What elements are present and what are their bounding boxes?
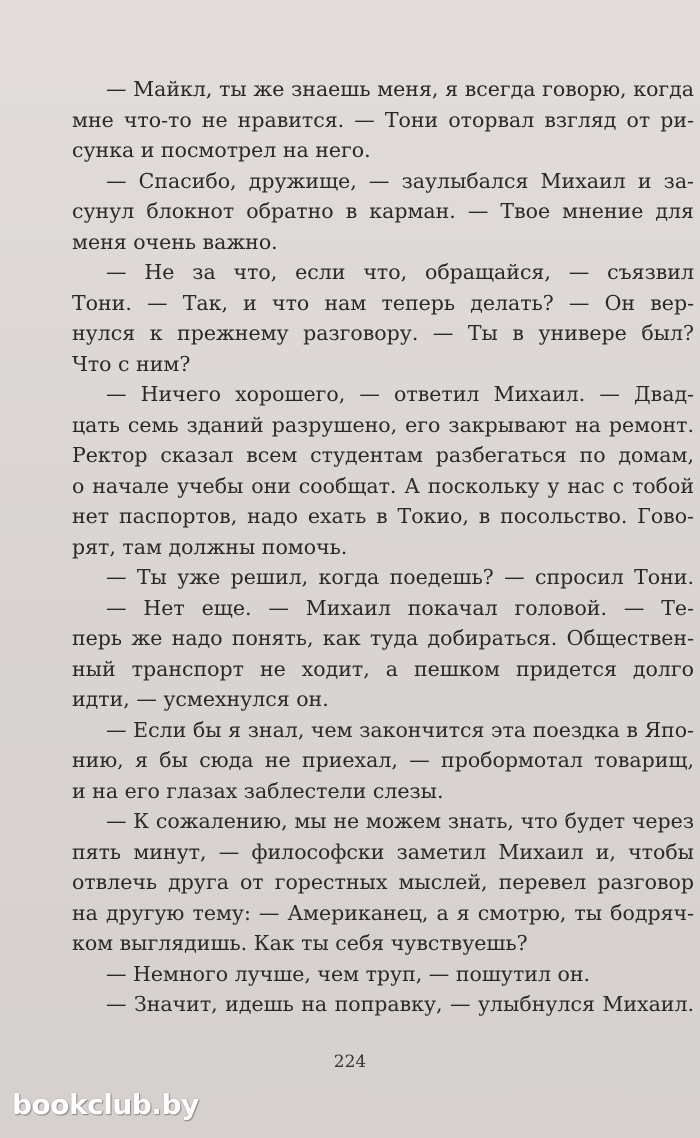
text-line: идти, — усмехнулся он. xyxy=(72,687,329,711)
text-line: перь же надо понять, как туда добираться. Обществен- xyxy=(72,626,694,650)
text-line: цать семь зданий разрушено, его закрывают на ремонт. xyxy=(72,412,694,437)
text-line: Тони. — Так, и что нам теперь делать? — Он вер- xyxy=(72,290,694,315)
text-line: — Ты уже решил, когда поедешь? — спросил Тони. xyxy=(106,565,694,589)
text-line: — Спасибо, дружище, — заулыбался Михаил и за- xyxy=(106,168,694,193)
text-line: Что с ним? xyxy=(72,351,191,376)
text-line: на другую тему: — Американец, а я смотрю, ты бодряч- xyxy=(72,900,694,925)
text-line: — Значит, идешь на поправку, — улыбнулся Михаил. xyxy=(106,992,694,1016)
text-line: сунул блокнот обратно в карман. — Твое мнение для xyxy=(72,199,694,223)
text-line: Ректор сказал всем студентам разбегаться по домам, xyxy=(72,443,694,467)
text-line: ный транспорт не ходит, а пешком придется долго xyxy=(72,656,694,681)
text-line: ком выглядишь. Как ты себя чувствуешь? xyxy=(72,931,528,955)
text-line: сунка и посмотрел на него. xyxy=(72,138,371,162)
text-line: мне что-то не нравится. — Тони оторвал взгляд от ри- xyxy=(72,107,694,132)
text-line: меня очень важно. xyxy=(72,229,278,254)
text-line: — Не за что, если что, обращайся, — съязвил xyxy=(106,260,694,284)
text-line: — Ничего хорошего, — ответил Михаил. — Двад- xyxy=(106,382,694,406)
text-line: нет паспортов, надо ехать в Токио, в посольство. Гово- xyxy=(72,504,694,528)
watermark-logo: bookclub.by xyxy=(12,1088,199,1121)
text-line: нию, я бы сюда не приехал, — пробормотал товарищ, xyxy=(72,748,694,772)
text-line: отвлечь друга от горестных мыслей, перевел разговор xyxy=(72,870,694,894)
text-line: — К сожалению, мы не можем знать, что будет через xyxy=(106,809,694,833)
text-line: — Майкл, ты же знаешь меня, я всегда говорю, когда xyxy=(106,77,694,101)
text-line: и на его глазах заблестели слезы. xyxy=(72,778,444,803)
text-line: — Нет еще. — Михаил покачал головой. — Те- xyxy=(106,595,694,620)
page-number: 224 xyxy=(333,1052,367,1072)
text-line: рят, там должны помочь. xyxy=(72,534,348,559)
text-line: — Немного лучше, чем труп, — пошутил он. xyxy=(106,961,591,986)
text-line: пять минут, — философски заметил Михаил и, чтобы xyxy=(72,839,694,864)
text-line: о начале учебы они сообщат. А поскольку у нас с тобой xyxy=(72,473,694,498)
text-line: — Если бы я знал, чем закончится эта поездка в Япо- xyxy=(106,717,694,742)
page-text xyxy=(72,74,694,1020)
text-line: нулся к прежнему разговору. — Ты в универе был? xyxy=(72,321,694,345)
